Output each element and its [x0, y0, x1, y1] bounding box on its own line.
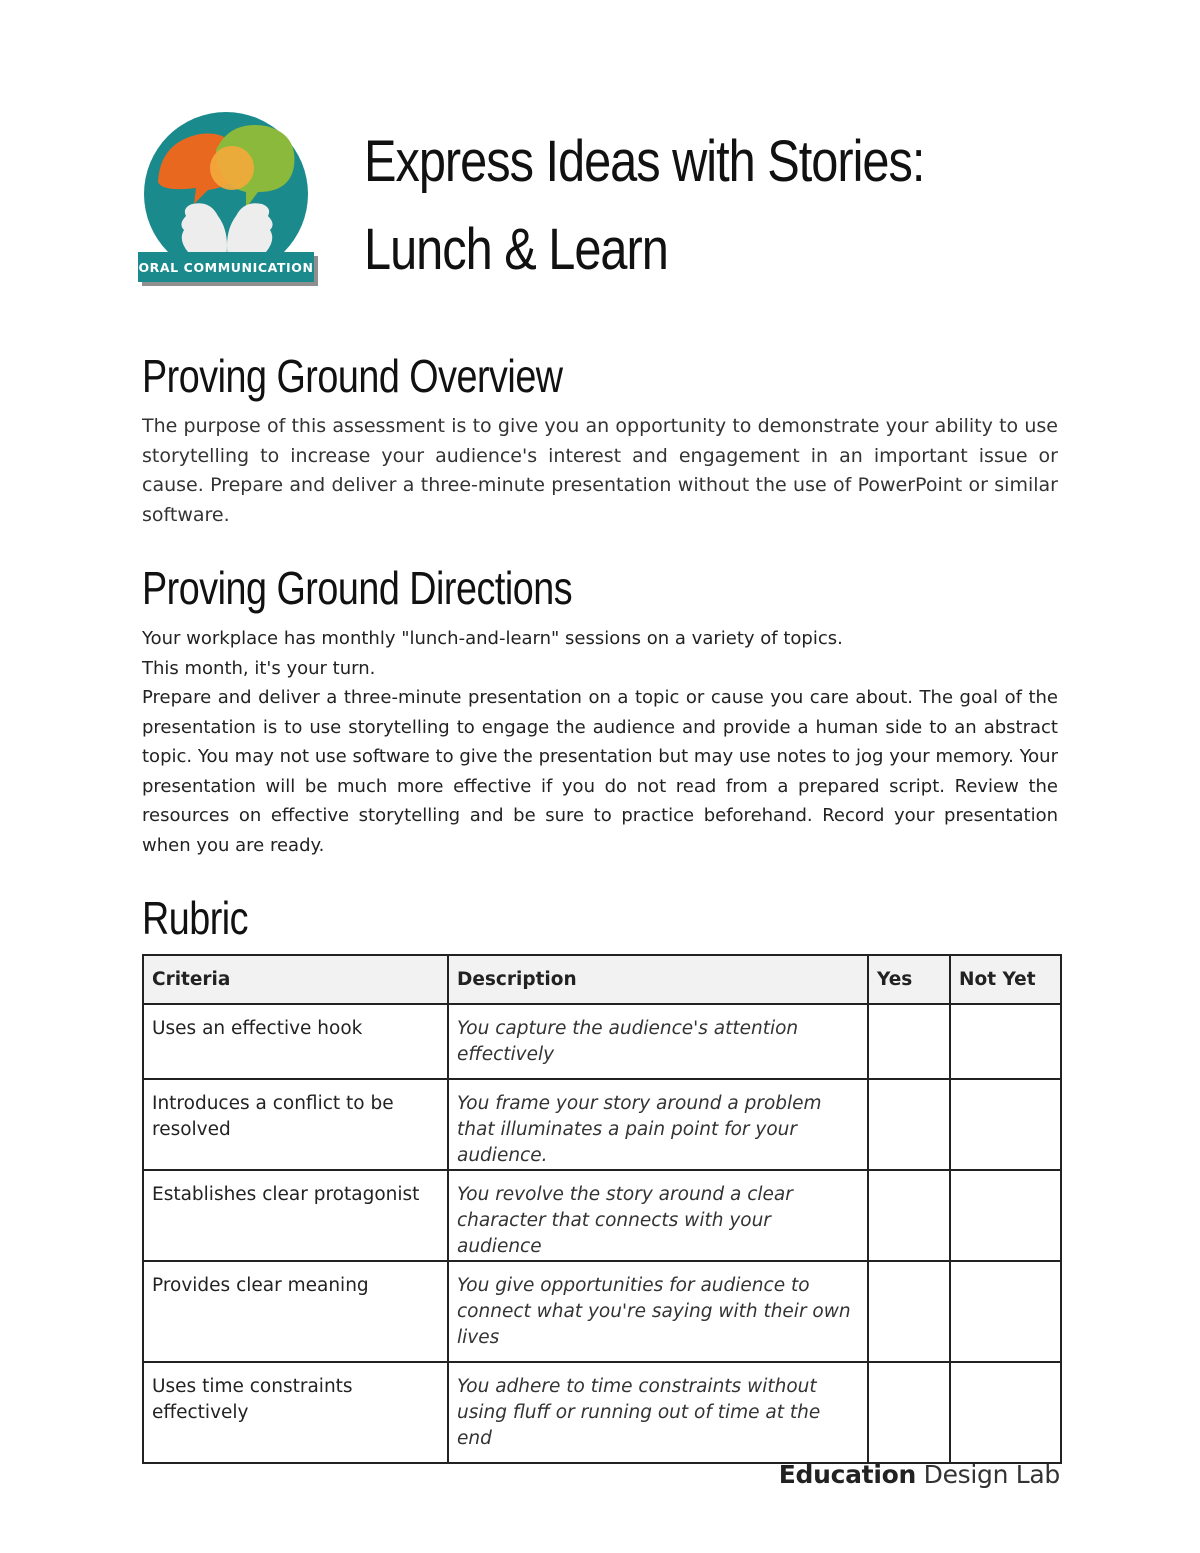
page-title: [364, 118, 924, 294]
rubric-header-row: [143, 955, 1061, 1004]
table-row: [143, 1261, 1061, 1362]
column-header-criteria: Criteria: [143, 955, 448, 1004]
criteria-cell: Uses time constraints effectively: [143, 1362, 448, 1463]
overview-heading: Proving Ground Overview: [142, 350, 563, 402]
oral-communication-logo: [138, 112, 320, 290]
yes-cell[interactable]: [868, 1261, 950, 1362]
directions-heading: Proving Ground Directions: [142, 562, 573, 614]
footer-brand-bold: Education: [778, 1460, 916, 1489]
column-header-description: Description: [448, 955, 868, 1004]
rubric-table: [142, 954, 1062, 1464]
not-yet-cell[interactable]: [950, 1362, 1061, 1463]
not-yet-cell[interactable]: [950, 1004, 1061, 1079]
yes-cell[interactable]: [868, 1362, 950, 1463]
column-header-not-yet: Not Yet: [950, 955, 1061, 1004]
directions-line-1: Your workplace has monthly "lunch-and-learn" sessions on a variety of topics.: [142, 628, 843, 649]
logo-label: ORAL COMMUNICATION: [138, 260, 314, 275]
footer-brand: [779, 1460, 1060, 1489]
not-yet-cell[interactable]: [950, 1170, 1061, 1261]
table-row: [143, 1004, 1061, 1079]
yes-cell[interactable]: [868, 1004, 950, 1079]
two-faces-speech-bubbles-icon: [138, 112, 320, 290]
table-row: [143, 1170, 1061, 1261]
description-cell: You revolve the story around a clear character that connects with your audience: [448, 1170, 868, 1261]
rubric-heading: Rubric: [142, 892, 249, 944]
criteria-cell: Provides clear meaning: [143, 1261, 448, 1362]
criteria-cell: Establishes clear protagonist: [143, 1170, 448, 1261]
directions-line-3: Prepare and deliver a three-minute presentation on a topic or cause you care about. The goal of the presentation is to use storytelling to engage the audience and provide a human side to an abstract topic. You may not use software to give the presentation but may use notes to jog your memory. Your presentation will be much more effective if you do not read from a prepared script. Review the resources on effective storytelling and be sure to practice beforehand. Record your presentation when you are ready.: [142, 687, 1058, 856]
page-title-line-1: Express Ideas with Stories:: [364, 129, 925, 194]
column-header-yes: Yes: [868, 955, 950, 1004]
directions-body: [142, 624, 1058, 860]
yes-cell[interactable]: [868, 1079, 950, 1170]
table-row: [143, 1079, 1061, 1170]
overview-body: The purpose of this assessment is to give you an opportunity to demonstrate your ability to use storytelling to increase your audience's interest and engagement in an important issue or cause. Prepare and deliver a three-minute presentation without the use of PowerPoint or similar software.: [142, 415, 1058, 526]
footer-brand-rest: Design Lab: [915, 1460, 1060, 1489]
description-cell: You give opportunities for audience to connect what you're saying with their own lives: [448, 1261, 868, 1362]
not-yet-cell[interactable]: [950, 1079, 1061, 1170]
yes-cell[interactable]: [868, 1170, 950, 1261]
criteria-cell: Uses an effective hook: [143, 1004, 448, 1079]
directions-line-2: This month, it's your turn.: [142, 657, 376, 679]
table-row: [143, 1362, 1061, 1463]
description-cell: You frame your story around a problem that illuminates a pain point for your audience.: [448, 1079, 868, 1170]
criteria-cell: Introduces a conflict to be resolved: [143, 1079, 448, 1170]
description-cell: You adhere to time constraints without using fluff or running out of time at the end: [448, 1362, 868, 1463]
page-title-line-2: Lunch & Learn: [364, 217, 668, 282]
not-yet-cell[interactable]: [950, 1261, 1061, 1362]
description-cell: You capture the audience's attention effectively: [448, 1004, 868, 1079]
